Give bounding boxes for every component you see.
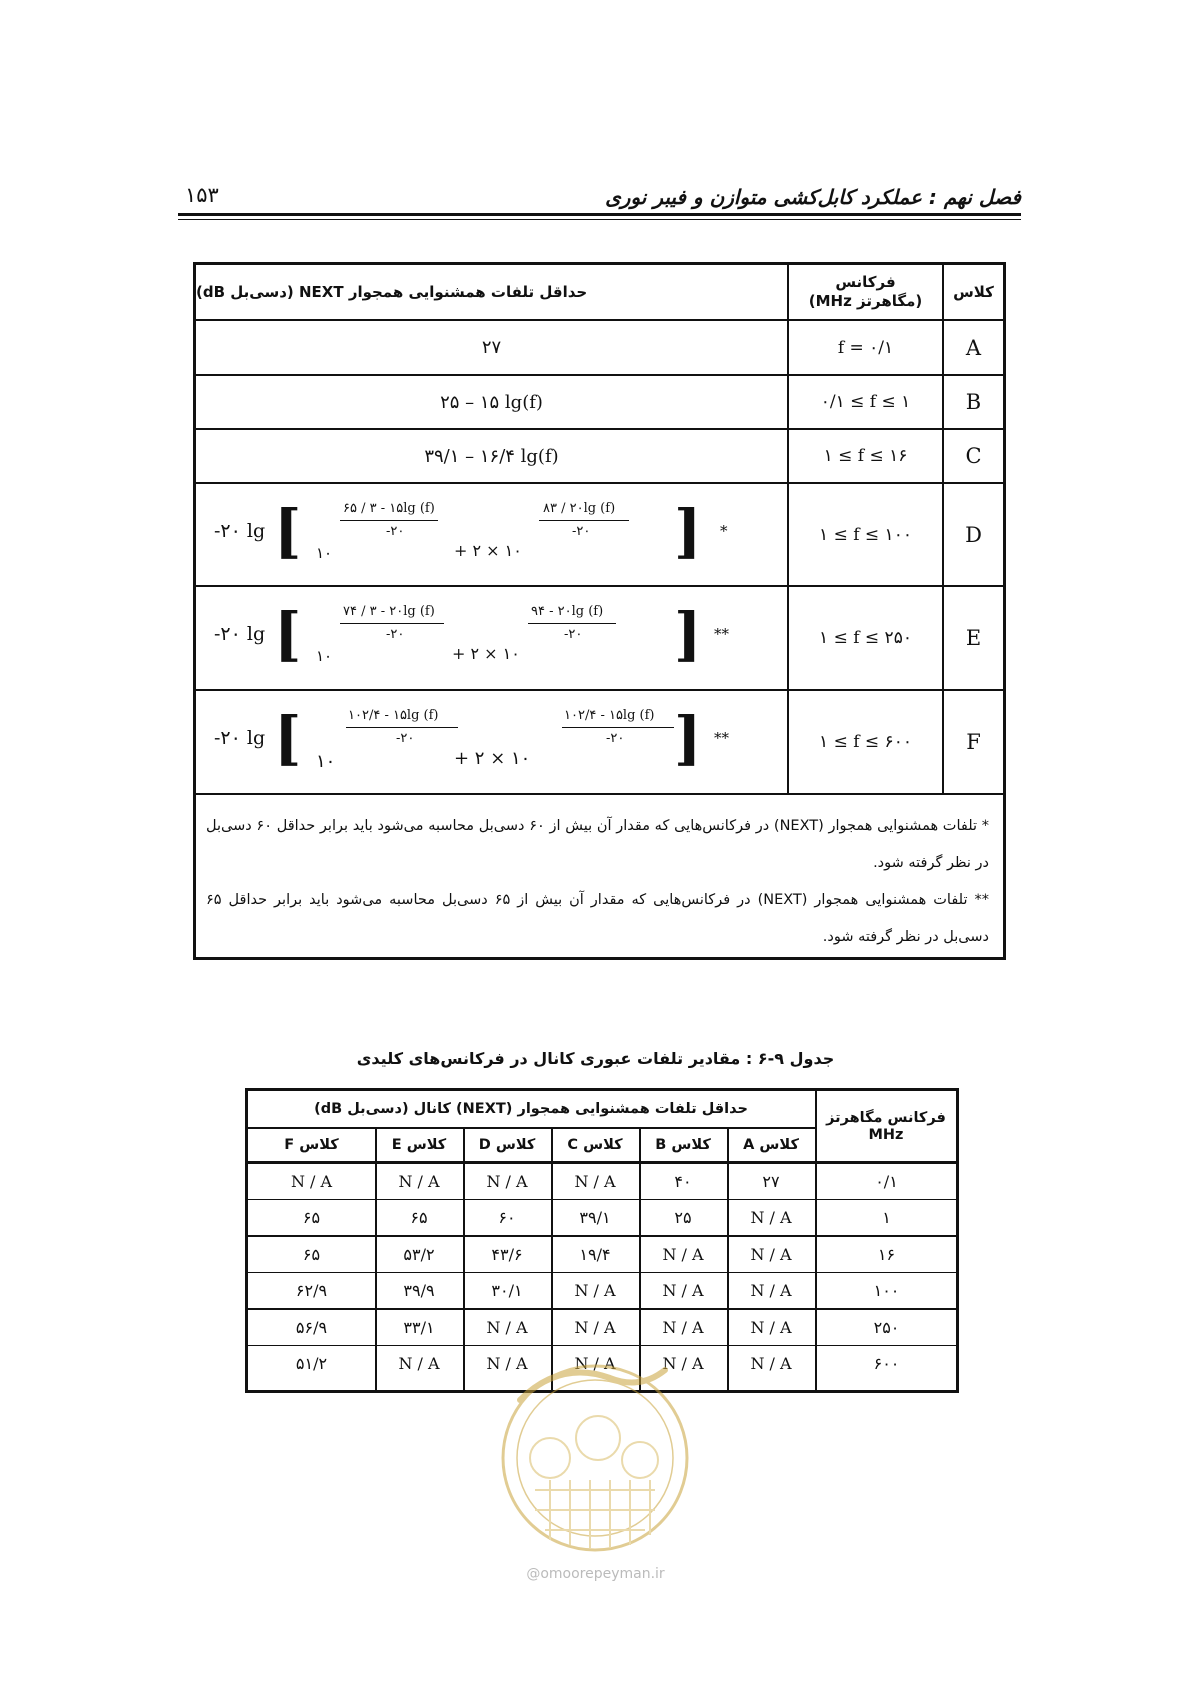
header-rule-thick (178, 213, 1021, 216)
header-class: کلاس (953, 282, 994, 301)
page-number: ۱۵۳ (185, 183, 219, 207)
formula-base: ۱۰ (316, 751, 336, 772)
formula-denominator: -۲۰ (564, 627, 583, 642)
formula-base: ۱۰ (316, 647, 333, 665)
bracket-left: [ (274, 600, 302, 668)
publisher-seal-watermark (490, 1340, 700, 1565)
table-cell: ۳۳/۱ (403, 1317, 435, 1337)
formula-plus-term: + ۲ × ۱۰ (454, 748, 531, 769)
formula-denominator: -۲۰ (386, 627, 405, 642)
column-header-class: کلاس B (655, 1137, 711, 1153)
table-cell: N / A (750, 1244, 792, 1264)
formula-numerator: ۶۵ / ۳ - ۱۵lg (f) (343, 501, 435, 516)
formula-plus-term: + ۲ × ۱۰ (454, 541, 522, 560)
table-cell: ۲۷ (762, 1171, 780, 1191)
formula-denominator: -۲۰ (606, 731, 625, 746)
next-formula-d (196, 486, 786, 582)
table-cell: N / A (486, 1171, 528, 1191)
table-cell: N / A (486, 1317, 528, 1337)
fraction-bar (562, 727, 674, 728)
class-cell: E (965, 626, 982, 650)
footnote-65db: ** تلفات همشنوایی همجوار (NEXT) در فرکانس‌هایی که مقدار آن بیش از ۶۵ دسی‌بل محاسبه می‌شود باید برابر حداقل ۶۵ دسی‌بل در نظر گرفته شود. (206, 892, 989, 945)
table-cell: N / A (398, 1171, 440, 1191)
table-cell: N / A (486, 1354, 528, 1374)
table-footnotes (196, 796, 1003, 960)
table-cell: ۳۹/۱ (579, 1208, 611, 1228)
table-cell: N / A (662, 1244, 704, 1264)
table-cell: N / A (290, 1171, 333, 1191)
frequency-cell: ۱ ≤ f ≤ ۲۵۰ (819, 628, 912, 648)
bracket-left: [ (274, 704, 302, 772)
next-formula-f (196, 693, 786, 789)
table-cell: N / A (750, 1281, 792, 1301)
next-value-cell: ۲۵ – ۱۵ lg(f) (440, 391, 543, 413)
frequency-cell: ۰/۱ ≤ f ≤ ۱ (820, 392, 911, 412)
next-value-cell: ۳۹/۱ – ۱۶/۴ lg(f) (424, 445, 559, 467)
column-header-class: کلاس F (284, 1137, 339, 1153)
table-divider (196, 793, 1003, 795)
column-header-class: کلاس E (391, 1137, 447, 1153)
fraction-bar (528, 623, 616, 624)
table-cell: ۵۳/۲ (403, 1244, 435, 1264)
header-next: حداقل تلفات همشنوایی همجوار NEXT (دسی‌بل dB) (196, 282, 588, 301)
class-cell: C (965, 444, 982, 468)
table-cell: N / A (750, 1354, 792, 1374)
table-cell: N / A (662, 1281, 704, 1301)
formula-numerator: ۱۰۲/۴ - ۱۵lg (f) (348, 708, 439, 723)
table-cell: ۶۵ (302, 1244, 321, 1264)
frequency-cell: ۱ ≤ f ≤ ۱۰۰ (819, 524, 912, 545)
formula-numerator: ۱۰۲/۴ - ۱۵lg (f) (564, 708, 655, 723)
formula-denominator: -۲۰ (572, 524, 591, 539)
next-limits-table (193, 262, 1006, 960)
table-cell: ۵۶/۹ (295, 1317, 328, 1337)
table-cell: N / A (398, 1354, 440, 1374)
table-cell: ۶۰ (498, 1208, 516, 1228)
column-header-class: کلاس C (567, 1137, 623, 1153)
column-header-class: کلاس D (478, 1137, 536, 1153)
footnote-60db: * تلفات همشنوایی همجوار (NEXT) در فرکانس‌هایی که مقدار آن بیش از ۶۰ دسی‌بل محاسبه می‌شود باید برابر حداقل ۶۰ دسی‌بل در نظر گرفته شود. (206, 818, 990, 871)
formula-lg: -۲۰ lg (214, 520, 266, 542)
header-frequency-mhz: فرکانس مگاهرتز MHz (826, 1109, 946, 1143)
frequency-cell: ۰/۱ (875, 1171, 898, 1191)
column-header-class: کلاس A (743, 1137, 799, 1153)
formula-numerator: ۸۳ / ۲۰lg (f) (543, 501, 616, 516)
table-cell: ۴۰ (674, 1171, 692, 1191)
footnote-marker: ** (714, 625, 729, 643)
next-value-cell: ۲۷ (481, 337, 502, 358)
table-cell: ۶۵ (302, 1208, 321, 1228)
table-cell: ۵۱/۲ (295, 1354, 328, 1374)
table-cell: N / A (662, 1317, 704, 1337)
fraction-bar (340, 623, 444, 624)
class-cell: A (965, 335, 982, 360)
formula-denominator: -۲۰ (396, 731, 415, 746)
formula-lg: -۲۰ lg (214, 727, 266, 749)
header-next-group: حداقل تلفات همشنوایی همجوار (NEXT) کانال (دسی‌بل dB) (314, 1101, 748, 1117)
table-cell: N / A (750, 1208, 792, 1228)
class-cell: F (966, 730, 981, 754)
table-cell: ۱۹/۴ (579, 1244, 611, 1264)
formula-lg: -۲۰ lg (214, 623, 266, 645)
watermark-site: @omoorepeyman.ir (526, 1566, 665, 1582)
formula-numerator: ۷۴ / ۳ - ۲۰lg (f) (343, 604, 435, 619)
table-cell: ۳۹/۹ (403, 1281, 435, 1301)
bracket-right: ] (674, 497, 702, 565)
table-caption: جدول ۹-۶ : مقادیر تلفات عبوری کانال در فرکانس‌های کلیدی (356, 1049, 835, 1068)
table-cell: ۶۵ (410, 1208, 428, 1228)
table-cell: N / A (574, 1354, 616, 1374)
frequency-cell: f = ۰/۱ (837, 337, 894, 358)
next-formula-e (196, 589, 786, 685)
table-cell: N / A (662, 1354, 704, 1374)
header-frequency: فرکانس (مگاهرتز MHz) (808, 273, 923, 310)
fraction-bar (539, 520, 629, 521)
frequency-cell: ۶۰۰ (873, 1354, 900, 1374)
frequency-cell: ۱۰۰ (873, 1281, 900, 1301)
formula-plus-term: + ۲ × ۱۰ (452, 644, 520, 663)
frequency-cell: ۱ ≤ f ≤ ۱۶ (823, 446, 908, 466)
footnote-marker: * (720, 522, 728, 540)
class-cell: B (965, 390, 982, 414)
bracket-right: ] (674, 704, 702, 772)
table-cell: ۴۳/۶ (491, 1244, 523, 1264)
table-cell: ۶۲/۹ (295, 1281, 328, 1301)
frequency-cell: ۱ ≤ f ≤ ۶۰۰ (819, 732, 912, 752)
fraction-bar (340, 520, 438, 521)
frequency-cell: ۱ (882, 1208, 891, 1228)
formula-denominator: -۲۰ (386, 524, 405, 539)
frequency-cell: ۱۶ (877, 1244, 896, 1264)
chapter-title: فصل نهم : عملکرد کابل‌کشی متوازن و فیبر نوری (605, 185, 1021, 209)
table-cell: ۲۵ (674, 1208, 692, 1228)
bracket-right: ] (674, 600, 702, 668)
formula-numerator: ۹۴ - ۲۰lg (f) (531, 604, 604, 619)
header-rule-thin (178, 219, 1021, 220)
table-cell: N / A (574, 1281, 616, 1301)
frequency-cell: ۲۵۰ (873, 1317, 900, 1337)
bracket-left: [ (274, 497, 302, 565)
table-cell: N / A (574, 1171, 616, 1191)
table-cell: ۳۰/۱ (491, 1281, 523, 1301)
class-cell: D (965, 522, 982, 547)
table-cell: N / A (574, 1317, 616, 1337)
fraction-bar (346, 727, 458, 728)
footnote-marker: ** (714, 729, 729, 747)
formula-base: ۱۰ (316, 544, 333, 562)
table-cell: N / A (750, 1317, 792, 1337)
